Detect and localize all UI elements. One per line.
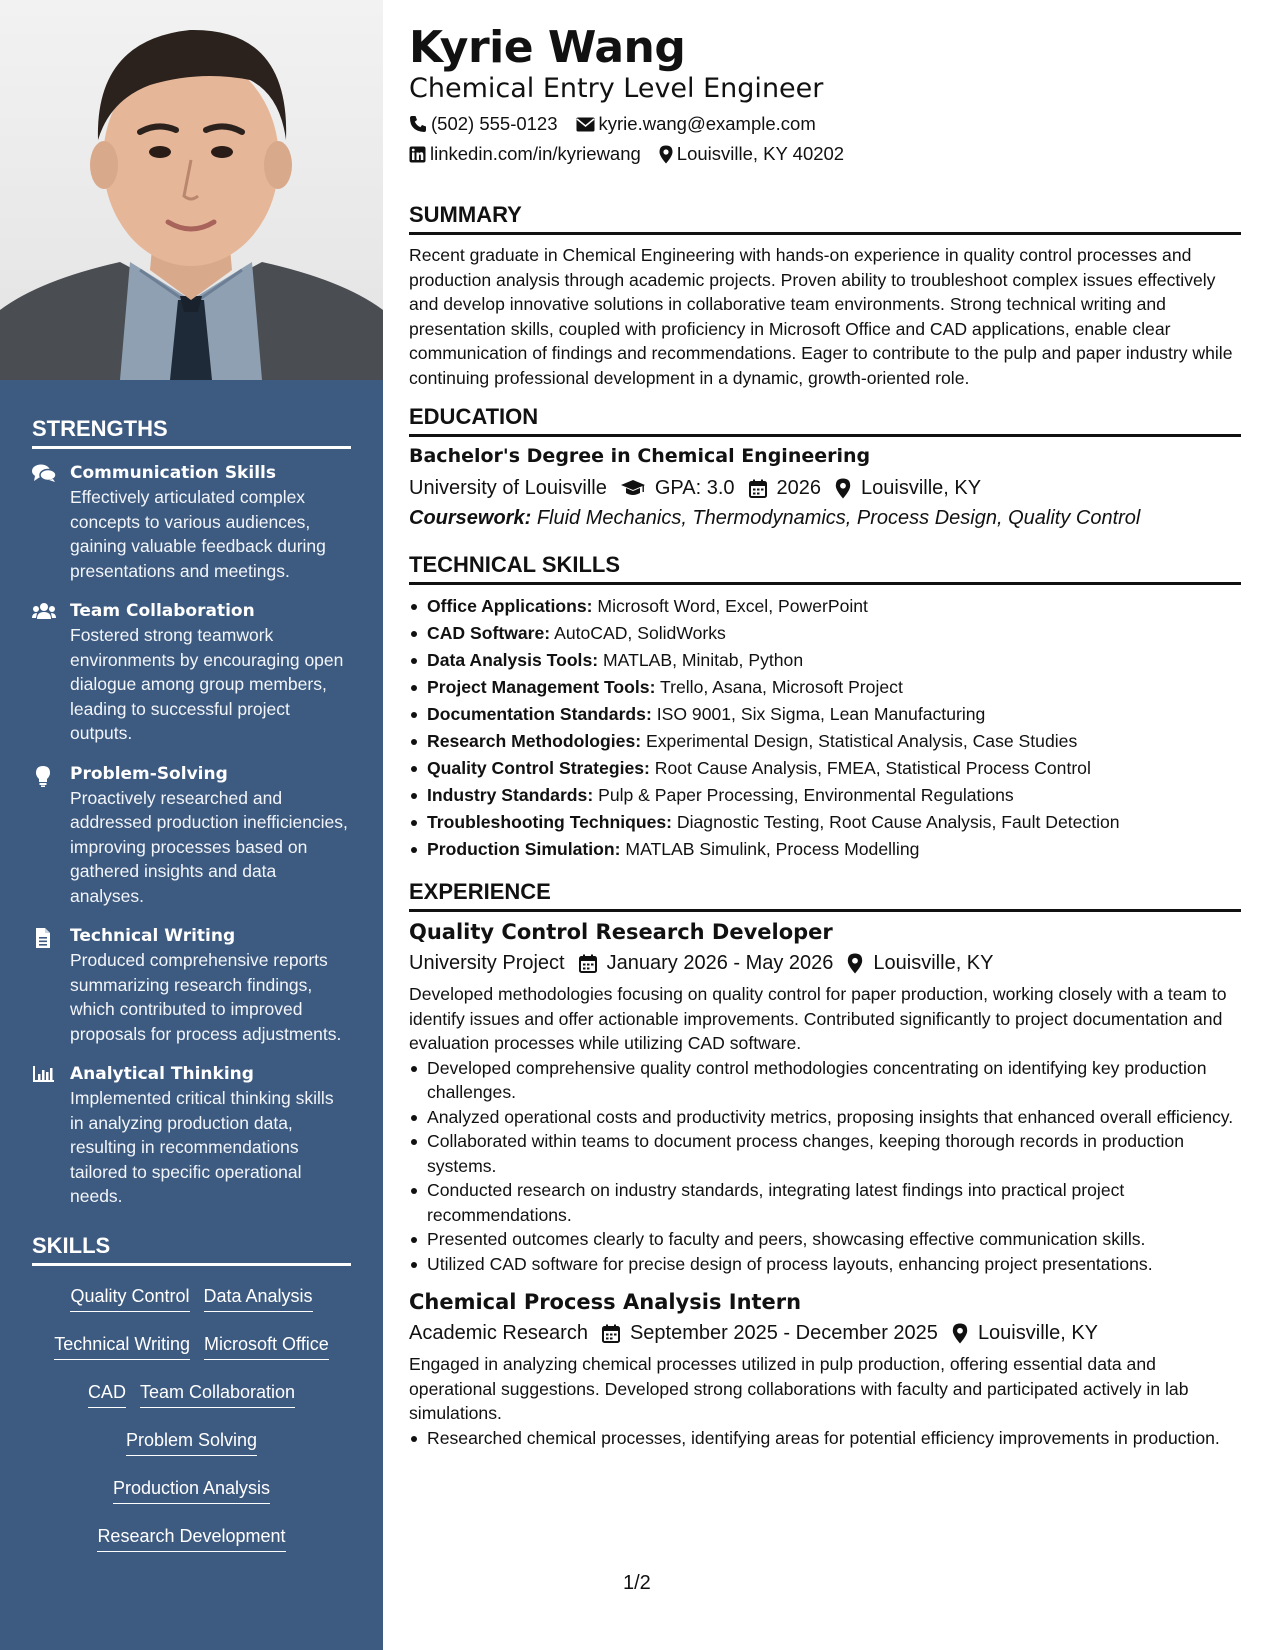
job-description: Developed methodologies focusing on quality control for paper production, working closely with a team to identify issues and offer actionable improvements. Contributed significantly to project documentation and evaluation processes while utilizing CAD software. <box>409 984 1227 1053</box>
skill-chip: Problem Solving <box>126 1428 257 1456</box>
skills-heading: SKILLS <box>32 1233 351 1266</box>
linkedin-text: linkedin.com/in/kyriewang <box>430 143 641 164</box>
strength-item <box>32 461 351 583</box>
map-pin-icon <box>952 1323 968 1344</box>
list-item: Researched chemical processes, identifying areas for potential efficiency improvements in production. <box>409 1426 1241 1451</box>
page-number: 1/2 <box>623 1572 651 1594</box>
envelope-icon <box>576 117 595 132</box>
list-item: Collaborated within teams to document process changes, keeping thorough records in production systems. <box>409 1129 1241 1178</box>
gpa-text: GPA: 3.0 <box>654 476 735 499</box>
summary-section <box>409 202 1241 390</box>
skill-value: Pulp & Paper Processing, Environmental Regulations <box>598 785 1014 805</box>
list-item <box>409 647 1241 674</box>
skill-chip: Production Analysis <box>113 1476 270 1504</box>
skill-chip: Technical Writing <box>54 1332 190 1360</box>
skill-value: AutoCAD, SolidWorks <box>554 623 726 643</box>
skill-chip: Data Analysis <box>204 1284 313 1312</box>
strength-title: Analytical Thinking <box>70 1064 254 1084</box>
summary-text: Recent graduate in Chemical Engineering with hands-on experience in quality control processes and production analysis through academic projects. Proven ability to troubleshoot complex issues effectively and develop innovative solutions in collaborative team environments. Strong technical writing and presentation skills, coupled with proficiency in Microsoft Office and CAD applications, enable clear communication of findings and recommendations. Eager to contribute to the pulp and paper industry while continuing professional development in a dynamic, growth-oriented role. <box>409 245 1233 388</box>
skill-label: Production Simulation: <box>427 839 621 859</box>
linkedin-icon <box>409 146 426 163</box>
job-org: Academic Research <box>409 1321 588 1344</box>
list-item: Presented outcomes clearly to faculty and peers, showcasing effective communication skills. <box>409 1227 1241 1252</box>
list-item <box>409 728 1241 755</box>
list-item: Analyzed operational costs and productivity metrics, proposing insights that enhanced overall efficiency. <box>409 1105 1241 1130</box>
skill-value: Trello, Asana, Microsoft Project <box>660 677 903 697</box>
skill-label: Troubleshooting Techniques: <box>427 812 673 832</box>
skill-chip: Quality Control <box>70 1284 189 1312</box>
email-contact[interactable] <box>576 113 816 135</box>
profile-photo <box>0 0 383 380</box>
skill-label: CAD Software: <box>427 623 551 643</box>
linkedin-contact[interactable] <box>409 143 641 165</box>
strengths-section <box>0 416 383 1209</box>
lightbulb-icon <box>32 762 70 909</box>
users-icon <box>32 599 70 746</box>
education-heading: EDUCATION <box>409 404 1241 437</box>
candidate-name: Kyrie Wang <box>409 22 686 73</box>
skill-value: Microsoft Word, Excel, PowerPoint <box>597 596 868 616</box>
list-item <box>409 782 1241 809</box>
technical-skills-section <box>409 552 1241 863</box>
location-text: Louisville, KY 40202 <box>676 143 845 164</box>
school-name: University of Louisville <box>409 476 607 499</box>
skills-list <box>32 1278 351 1572</box>
map-pin-icon <box>659 145 673 164</box>
experience-section <box>409 879 1241 1450</box>
sidebar <box>0 0 383 1650</box>
list-item: Developed comprehensive quality control methodologies concentrating on identifying key production challenges. <box>409 1056 1241 1105</box>
list-item: Conducted research on industry standards, integrating latest findings into practical project recommendations. <box>409 1178 1241 1227</box>
job-meta <box>409 950 1241 976</box>
contact-row <box>409 112 1241 136</box>
strength-desc: Produced comprehensive reports summarizing research findings, which contributed to improved proposals for process adjustments. <box>70 950 342 1044</box>
job-dates: January 2026 - May 2026 <box>606 951 834 974</box>
profile-photo-illustration <box>0 0 383 380</box>
phone-icon <box>409 115 427 133</box>
strength-title: Communication Skills <box>70 463 276 483</box>
job-entry <box>409 1290 1241 1450</box>
strength-desc: Implemented critical thinking skills in analyzing production data, resulting in recommendations tailored to specific operational needs. <box>70 1088 334 1206</box>
education-meta <box>409 475 1241 501</box>
skill-chip: Microsoft Office <box>204 1332 329 1360</box>
strength-item <box>32 924 351 1046</box>
email-text: kyrie.wang@example.com <box>598 113 816 134</box>
job-bullets <box>409 1056 1241 1277</box>
skill-value: Diagnostic Testing, Root Cause Analysis, Fault Detection <box>676 812 1120 832</box>
list-item <box>409 674 1241 701</box>
summary-heading: SUMMARY <box>409 202 1241 235</box>
skill-value: Experimental Design, Statistical Analysis, Case Studies <box>646 731 1078 751</box>
graduation-year: 2026 <box>776 476 822 499</box>
job-bullets <box>409 1426 1241 1451</box>
strength-item <box>32 1062 351 1209</box>
job-org: University Project <box>409 951 565 974</box>
job-entry <box>409 920 1241 1276</box>
phone-contact[interactable] <box>409 113 558 135</box>
job-dates: September 2025 - December 2025 <box>629 1321 938 1344</box>
strength-desc: Effectively articulated complex concepts to various audiences, gaining valuable feedback during presentations and meetings. <box>70 487 326 581</box>
education-section <box>409 404 1241 530</box>
technical-skills-list <box>409 593 1241 863</box>
job-meta <box>409 1320 1241 1346</box>
skill-value: ISO 9001, Six Sigma, Lean Manufacturing <box>656 704 986 724</box>
job-location: Louisville, KY <box>977 1321 1098 1344</box>
map-pin-icon <box>847 953 863 974</box>
technical-skills-heading: TECHNICAL SKILLS <box>409 552 1241 585</box>
list-item <box>409 701 1241 728</box>
strengths-heading: STRENGTHS <box>32 416 351 449</box>
strength-item <box>32 762 351 909</box>
degree-title: Bachelor's Degree in Chemical Engineering <box>409 445 871 467</box>
strength-desc: Fostered strong teamwork environments by encouraging open dialogue among group members, leading to successful project outputs. <box>70 625 344 743</box>
skill-label: Documentation Standards: <box>427 704 652 724</box>
comments-icon <box>32 461 70 583</box>
list-item <box>409 809 1241 836</box>
document-icon <box>32 924 70 1046</box>
skill-value: MATLAB, Minitab, Python <box>602 650 804 670</box>
list-item <box>409 620 1241 647</box>
coursework-label: Coursework: <box>409 507 532 529</box>
skill-label: Data Analysis Tools: <box>427 650 599 670</box>
strength-item <box>32 599 351 746</box>
calendar-icon <box>749 479 767 498</box>
skill-label: Research Methodologies: <box>427 731 642 751</box>
list-item: Utilized CAD software for precise design of process layouts, enhancing project presentations. <box>409 1252 1241 1277</box>
skill-chip: Team Collaboration <box>140 1380 295 1408</box>
graduation-cap-icon <box>621 479 645 497</box>
skill-chip: CAD <box>88 1380 126 1408</box>
phone-text: (502) 555-0123 <box>431 113 558 134</box>
education-location: Louisville, KY <box>861 476 982 499</box>
map-pin-icon <box>835 478 851 499</box>
main-content <box>409 0 1241 1450</box>
strength-desc: Proactively researched and addressed production inefficiencies, improving processes based on gathered insights and data analyses. <box>70 787 348 906</box>
strength-title: Problem-Solving <box>70 763 228 784</box>
experience-heading: EXPERIENCE <box>409 879 1241 912</box>
location-contact <box>659 143 844 165</box>
job-location: Louisville, KY <box>873 951 994 974</box>
coursework-list: Fluid Mechanics, Thermodynamics, Process Design, Quality Control <box>536 507 1141 529</box>
list-item <box>409 593 1241 620</box>
calendar-icon <box>602 1324 620 1343</box>
calendar-icon <box>579 954 597 973</box>
coursework <box>409 507 1241 530</box>
candidate-title: Chemical Entry Level Engineer <box>409 73 824 104</box>
contact-row-2 <box>409 142 1241 166</box>
skill-chip: Research Development <box>97 1524 285 1552</box>
chart-icon <box>32 1062 70 1209</box>
skill-value: MATLAB Simulink, Process Modelling <box>625 839 920 859</box>
list-item <box>409 755 1241 782</box>
strength-title: Team Collaboration <box>70 601 255 621</box>
strength-title: Technical Writing <box>70 926 236 946</box>
skill-label: Quality Control Strategies: <box>427 758 650 778</box>
skills-section <box>0 1233 383 1572</box>
job-description: Engaged in analyzing chemical processes utilized in pulp production, offering essential data and operational suggestions. Developed strong collaborations with faculty and participated actively in lab simulations. <box>409 1354 1189 1423</box>
job-title: Quality Control Research Developer <box>409 920 833 944</box>
skill-label: Office Applications: <box>427 596 593 616</box>
skill-value: Root Cause Analysis, FMEA, Statistical Process Control <box>654 758 1091 778</box>
skill-label: Project Management Tools: <box>427 677 656 697</box>
list-item <box>409 836 1241 863</box>
skill-label: Industry Standards: <box>427 785 594 805</box>
job-title: Chemical Process Analysis Intern <box>409 1290 802 1314</box>
